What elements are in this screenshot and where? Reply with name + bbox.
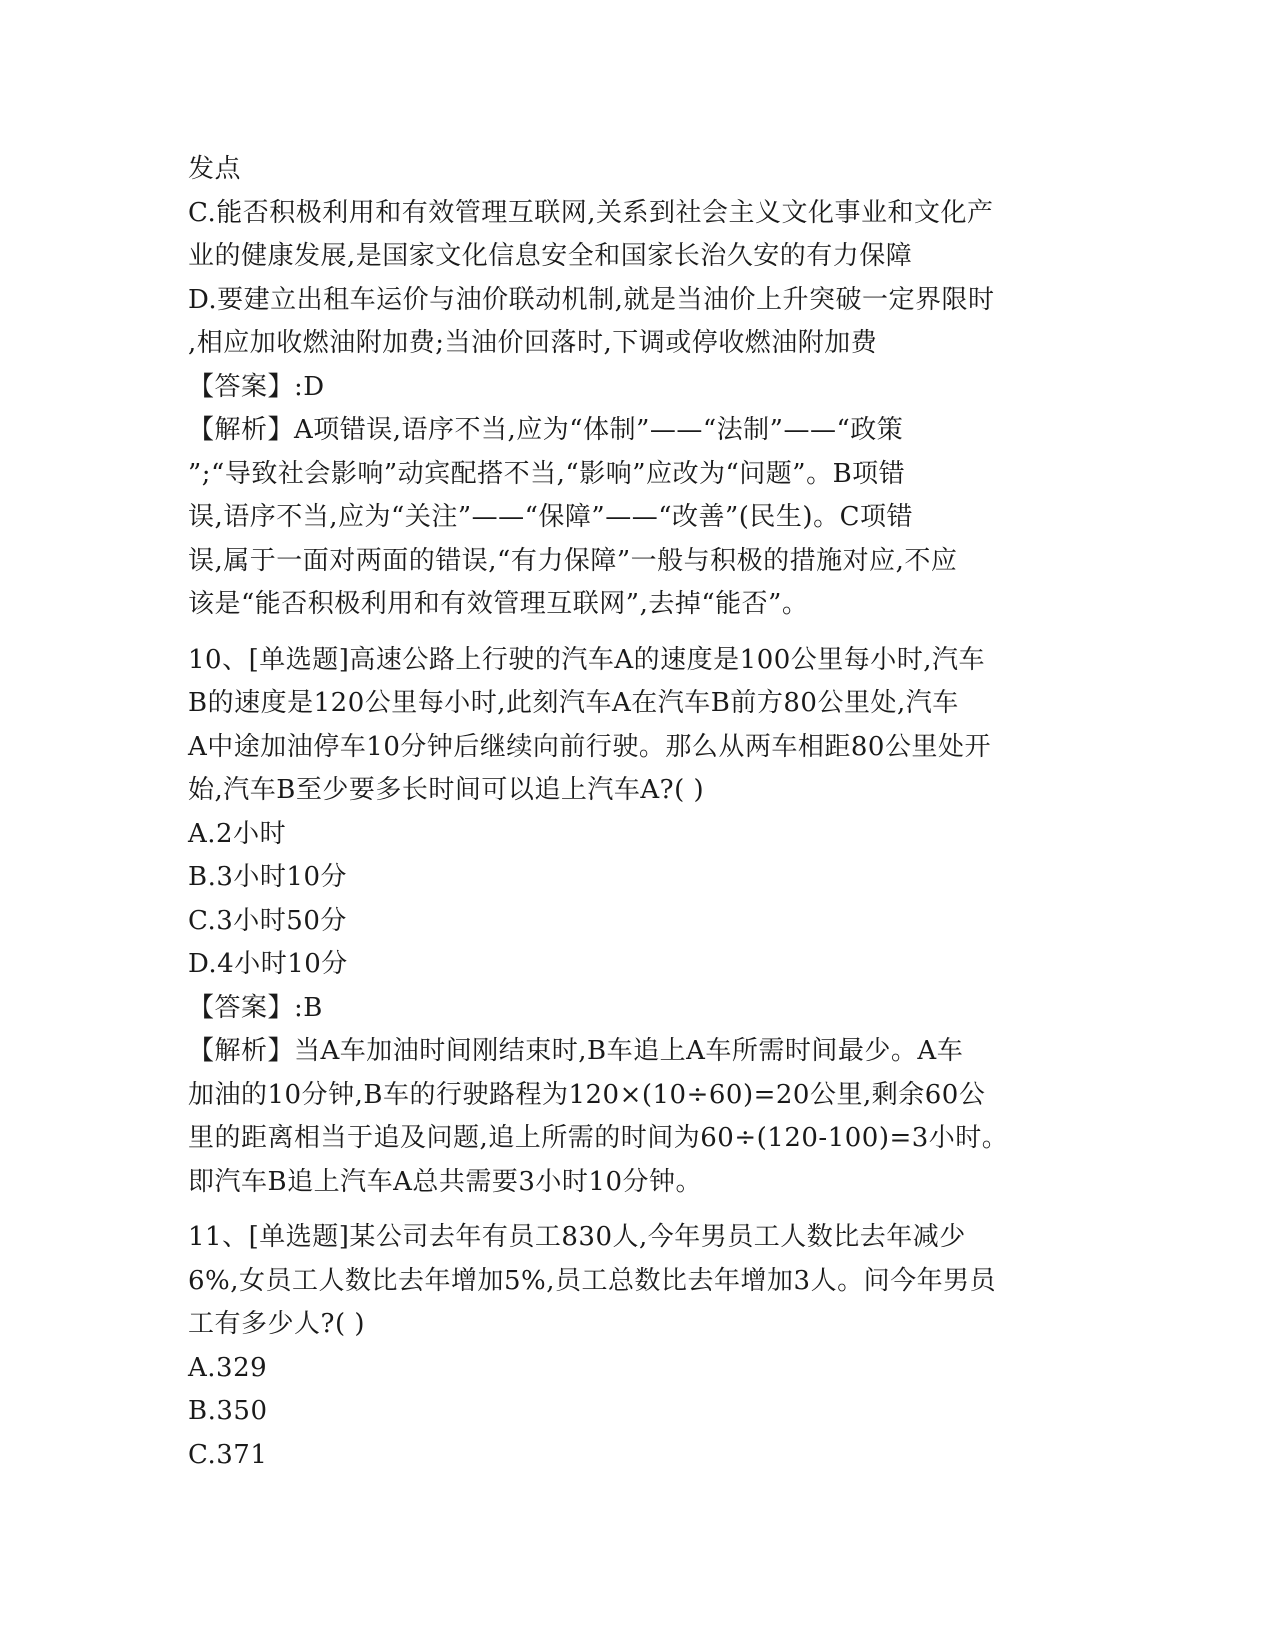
question-stem-line-1: 11、[单选题]某公司去年有员工830人,今年男员工人数比去年减少 xyxy=(188,1222,966,1252)
analysis-line-2: 加油的10分钟,B车的行驶路程为120×(10÷60)=20公里,剩余60公 xyxy=(188,1079,986,1110)
analysis-line-1: 【解析】当A车加油时间刚结束时,B车追上A车所需时间最少。A车 xyxy=(188,1036,964,1066)
question-stem-line-4: 始,汽车B至少要多长时间可以追上汽车A?( ) xyxy=(188,775,705,805)
option-b: B.3小时10分 xyxy=(188,862,347,892)
option-d-line-1: D.要建立出租车运价与油价联动机制,就是当油价上升突破一定界限时 xyxy=(188,284,995,315)
option-a: A.329 xyxy=(188,1352,268,1383)
question-stem-line-2: 6%,女员工人数比去年增加5%,员工总数比去年增加3人。问今年男员 xyxy=(188,1265,997,1296)
analysis-line-4: 误,属于一面对两面的错误,“有力保障”一般与积极的措施对应,不应 xyxy=(188,545,958,576)
section-gap xyxy=(188,627,1083,639)
option-c: C.3小时50分 xyxy=(188,905,347,936)
answer: 【答案】:B xyxy=(188,992,323,1023)
prev-question xyxy=(188,148,1083,627)
question-10 xyxy=(188,639,1083,1205)
analysis-line-3: 里的距离相当于追及问题,追上所需的时间为60÷(120-100)=3小时。 xyxy=(188,1123,1009,1153)
option-c: C.371 xyxy=(188,1439,268,1470)
option-a: A.2小时 xyxy=(188,818,287,849)
question-stem-line-3: A中途加油停车10分钟后继续向前行驶。那么从两车相距80公里处开 xyxy=(188,731,991,762)
question-stem-line-1: 10、[单选题]高速公路上行驶的汽车A的速度是100公里每小时,汽车 xyxy=(188,644,986,675)
analysis-line-5: 该是“能否积极利用和有效管理互联网”,去掉“能否”。 xyxy=(188,589,809,619)
option-d-line-2: ,相应加收燃油附加费;当油价回落时,下调或停收燃油附加费 xyxy=(188,328,878,358)
prev-question-tail: 发点 xyxy=(188,154,242,184)
analysis-line-1: 【解析】A项错误,语序不当,应为“体制”——“法制”——“政策 xyxy=(188,415,904,445)
option-b: B.350 xyxy=(188,1396,268,1426)
question-stem-line-2: B的速度是120公里每小时,此刻汽车A在汽车B前方80公里处,汽车 xyxy=(188,688,959,718)
analysis-line-2: ”;“导致社会影响”动宾配搭不当,“影响”应改为“问题”。B项错 xyxy=(188,458,906,489)
analysis-line-4: 即汽车B追上汽车A总共需要3小时10分钟。 xyxy=(188,1166,703,1197)
section-gap xyxy=(188,1204,1083,1216)
page-content xyxy=(188,148,1083,1477)
question-11 xyxy=(188,1216,1083,1477)
option-d: D.4小时10分 xyxy=(188,949,348,979)
analysis-line-3: 误,语序不当,应为“关注”——“保障”——“改善”(民生)。C项错 xyxy=(188,502,913,532)
answer: 【答案】:D xyxy=(188,371,325,402)
option-c-line-2: 业的健康发展,是国家文化信息安全和国家长治久安的有力保障 xyxy=(188,241,913,271)
question-stem-line-3: 工有多少人?( ) xyxy=(188,1309,365,1339)
option-c-line-1: C.能否积极利用和有效管理互联网,关系到社会主义文化事业和文化产 xyxy=(188,197,994,228)
